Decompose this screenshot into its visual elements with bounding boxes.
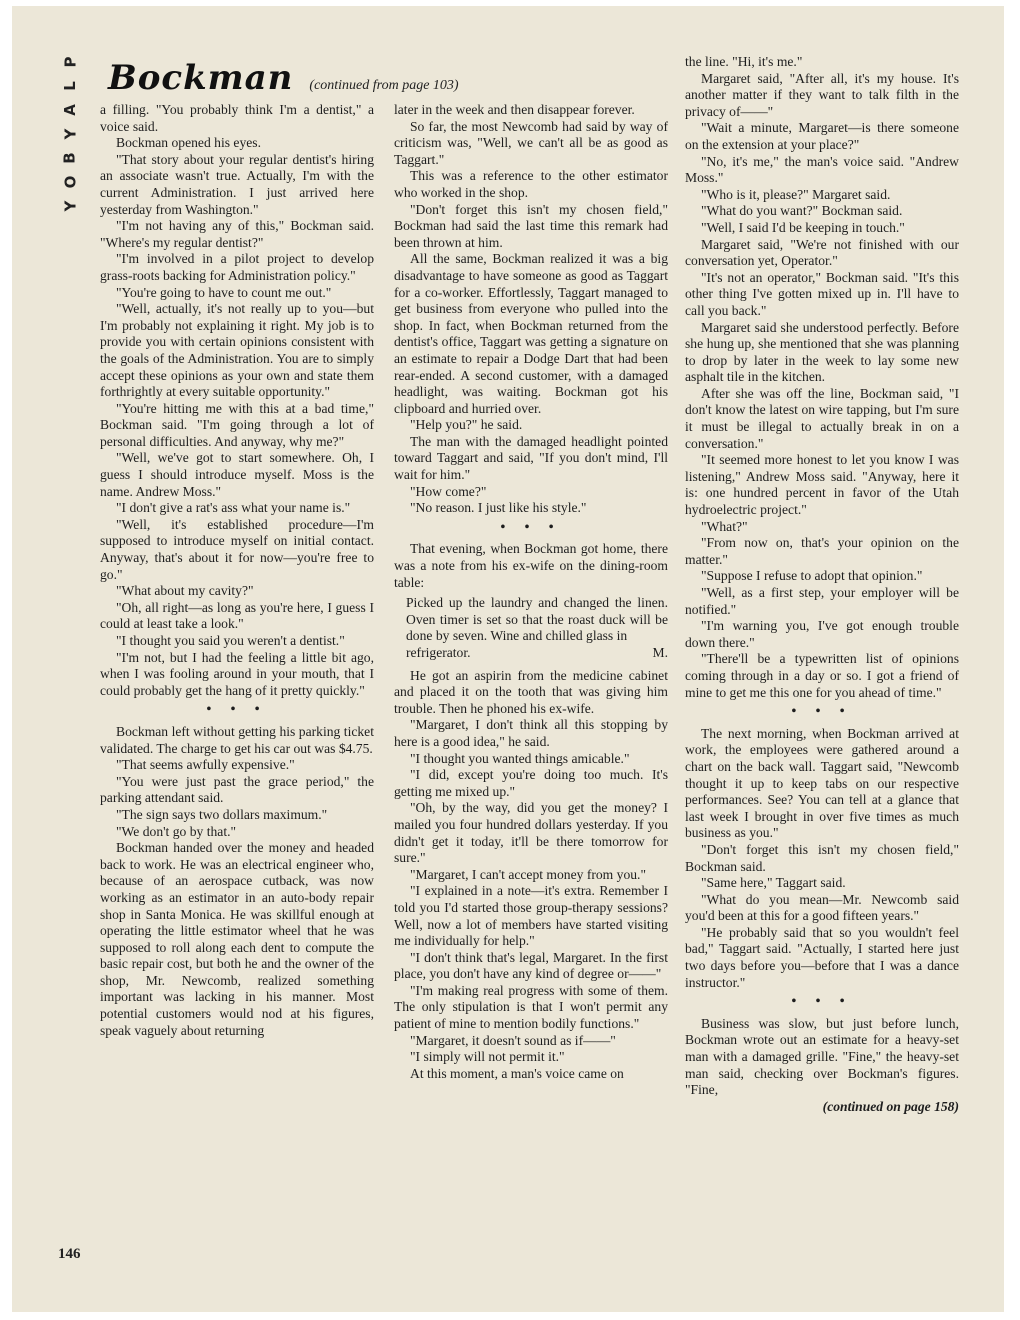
note-text: Picked up the laundry and changed the linen. Oven timer is set so that the roast duck will be done by seven. Wine and chilled glass in (406, 595, 668, 644)
note-signature: M. (652, 645, 668, 660)
paragraph: Bockman handed over the money and headed back to work. He was an electrical engineer who, because of an aerospace cutback, was now working as an estimator in an auto-body repair shop in Santa Monica. He was skillful enough at operating the little estimator wheel that he was supposed to roll along each dent to compute the basic repair cost, but both he and the owner of the shop, Mr. Newcomb, realized something important was lacking in his manner. Most potential customers would nod at his figures, speak vaguely about returning (100, 840, 374, 1038)
magazine-letter: Y (61, 128, 79, 140)
paragraph: "No, it's me," the man's voice said. "Andrew Moss." (685, 153, 959, 186)
paragraph: The next morning, when Bockman arrived at work, the employees were gathered around a chart on the back wall. Taggart said, "Newcomb thought it up to keep tabs on our respective performances. See? You can tell at a glance that last week I brought in over five times as much business as you." (685, 725, 959, 841)
paragraph: "How come?" (410, 483, 487, 499)
paragraph: "Margaret, I can't accept money from you." (410, 866, 646, 882)
magazine-letter: Y (61, 200, 79, 212)
paragraph: At this moment, a man's voice came on (410, 1065, 624, 1081)
paragraph: He got an aspirin from the medicine cabinet and placed it on the tooth that was giving him trouble. Then he phoned his ex-wife. (394, 667, 668, 716)
paragraph: "Well, we've got to start somewhere. Oh, I guess I should introduce myself. Moss is the name. Andrew Moss." (100, 450, 374, 499)
paragraph: That evening, when Bockman got home, there was a note from his ex-wife on the dining-room table: (394, 541, 668, 590)
paragraph: "I did, except you're doing too much. It's getting me mixed up." (394, 767, 668, 799)
paragraph: "That story about your regular dentist's hiring an associate wasn't true. Actually, I'm with the current Administration. I just arrived here yesterday from Washington." (100, 151, 374, 217)
paragraph: "Help you?" he said. (410, 417, 523, 433)
paragraph: the line. "Hi, it's me." (685, 54, 803, 69)
paragraph: "I thought you wanted things amicable." (410, 750, 630, 766)
paragraph: After she was off the line, Bockman said, "I don't know the latest on wire tapping, but I'm sure it must be illegal to actually break in on a conversation." (685, 385, 959, 451)
paragraph: "You're hitting me with this at a bad time," Bockman said. "I'm going through a lot of personal difficulties. And anyway, why me?" (100, 400, 374, 449)
paragraph: "The sign says two dollars maximum." (116, 806, 328, 822)
paragraph: Bockman left without getting his parking ticket validated. The charge to get his car out was $4.75. (100, 723, 374, 756)
paragraph: "Well, as a first step, your employer will be notified." (685, 585, 959, 617)
magazine-letter: P (61, 56, 79, 68)
magazine-letter: L (61, 81, 79, 91)
section-break: • • • (791, 703, 853, 719)
page-number: 146 (58, 1246, 81, 1262)
paragraph: Margaret said, "After all, it's my house. It's another matter if they want to talk filth in the privacy of——" (685, 70, 959, 119)
magazine-letter: A (60, 104, 79, 116)
paragraph: All the same, Bockman realized it was a big disadvantage to have someone as good as Taggart for a co-worker. Effortlessly, Taggart managed to get business from everyone who pulled into the shop. In fact, when Bockman returned from the dentist's office, Taggart was getting a signature on an estimate to repair a Dodge Dart that had been rear-ended. A second customer, with a damaged headlight, was waiting. Bockman got his clipboard and hurried over. (394, 251, 668, 416)
paragraph: So far, the most Newcomb had said by way of criticism was, "Well, we can't all be as good as Taggart." (394, 118, 668, 167)
paragraph: This was a reference to the other estimator who worked in the shop. (394, 168, 668, 200)
paragraph: "No reason. I just like his style." (410, 500, 587, 516)
section-break: • • • (206, 701, 268, 717)
paragraph: "What about my cavity?" (116, 583, 254, 599)
paragraph: Bockman opened his eyes. (116, 135, 261, 151)
paragraph: "I'm not, but I had the feeling a little bit ago, when I was fooling around in your mouth, that I could probably get the hang of it pretty quickly." (100, 649, 374, 698)
paragraph: "That seems awfully expensive." (116, 757, 295, 773)
paragraph: "What?" (701, 518, 748, 534)
paragraph: "You were just past the grace period," the parking attendant said. (100, 773, 374, 806)
paragraph: "I'm making real progress with some of them. The only stipulation is that I won't permit any patient of mine to mention bodily functions." (394, 982, 668, 1032)
paragraph: "You're going to have to count me out." (116, 284, 332, 300)
paragraph: "I'm involved in a pilot project to develop grass-roots backing for Administration policy." (100, 251, 374, 283)
paragraph: "Oh, all right—as long as you're here, I guess I could at least take a look." (100, 599, 374, 632)
paragraph: "I don't think that's legal, Margaret. In the first place, you don't have any kind of degree or——" (394, 949, 668, 982)
paragraph: "Don't forget this isn't my chosen field," Bockman said. (685, 841, 959, 874)
paragraph: Margaret said, "We're not finished with our conversation yet, Operator." (685, 236, 959, 269)
continued-from-note: (continued from page 103) (309, 78, 459, 93)
paragraph: "From now on, that's your opinion on the matter." (685, 535, 959, 567)
note-last-line: refrigerator. (406, 645, 471, 660)
paragraph: "Margaret, it doesn't sound as if——" (410, 1032, 616, 1048)
paragraph: "Well, it's established procedure—I'm supposed to introduce myself on initial contact. Anyway, that's about it for now—you're free to go." (100, 516, 374, 582)
paragraph: "Well, actually, it's not really up to you—but I'm probably not explaining it right. My job is to provide you with certain opinions consistent with the goals of the Administration. You are to simply accept these opinions as your own and state them forthrightly at every suitable opportunity." (100, 301, 374, 400)
text-column-3 (685, 54, 959, 1115)
paragraph: "Margaret, I don't think all this stopping by here is a good idea," he said. (394, 717, 668, 749)
paragraph: "I explained in a note—it's extra. Remember I told you I'd started those group-therapy sessions? Well, now a lot of members have started visiting me individually for help." (394, 883, 668, 949)
section-break: • • • (791, 993, 853, 1009)
paragraph: "Don't forget this isn't my chosen field," Bockman had said the last time this remark had been thrown at him. (394, 201, 668, 250)
paragraph: "It seemed more honest to let you know I was listening," Andrew Moss said. "Anyway, here it is: one hundred percent in favor of the Utah hydroelectric project." (685, 452, 959, 518)
paragraph: "We don't go by that." (116, 823, 237, 839)
paragraph: "What do you want?" Bockman said. (701, 203, 903, 219)
paragraph: "He probably said that so you wouldn't feel bad," Taggart said. "Actually, I started here just two days before you—before that I was a dance instructor." (685, 924, 959, 990)
paragraph: "I'm warning you, I've got enough trouble down there." (685, 618, 959, 650)
story-headline (108, 58, 459, 98)
magazine-side-title (56, 50, 84, 218)
paragraph: "Same here," Taggart said. (701, 875, 846, 891)
magazine-letter: O (60, 175, 79, 189)
paragraph: later in the week and then disappear forever. (394, 102, 635, 117)
paragraph: "I don't give a rat's ass what your name is." (116, 500, 351, 516)
ex-wife-note (394, 595, 668, 661)
paragraph: "What do you mean—Mr. Newcomb said you'd been at this for a good fifteen years." (685, 891, 959, 924)
continued-on-note: (continued on page 158) (822, 1098, 959, 1114)
text-column-2 (394, 102, 668, 1082)
paragraph: "Who is it, please?" Margaret said. (701, 186, 891, 202)
paragraph: Business was slow, but just before lunch, Bockman wrote out an estimate for a heavy-set man with a damaged grille. "Fine," the heavy-set man said, checking over Bockman's figures. "Fine, (685, 1015, 959, 1098)
paragraph: "It's not an operator," Bockman said. "It's this other thing I've gotten mixed up in. I'll have to call you back." (685, 269, 959, 318)
paragraph: "I simply will not permit it." (410, 1049, 565, 1065)
paragraph: a filling. "You probably think I'm a dentist," a voice said. (100, 102, 374, 134)
magazine-page (12, 6, 1004, 1312)
paragraph: "Suppose I refuse to adopt that opinion." (701, 568, 923, 584)
paragraph: "I thought you said you weren't a dentist." (116, 633, 345, 648)
text-column-1 (100, 102, 374, 1039)
story-title: Bockman (108, 58, 294, 98)
paragraph: Margaret said she understood perfectly. Before she hung up, she mentioned that she was planning to drop by later in the week to lay some new asphalt tile in the kitchen. (685, 319, 959, 385)
paragraph: "There'll be a typewritten list of opinions coming through in a day or so. I got a friend of mine to get me this one for you ahead of time." (685, 651, 959, 700)
paragraph: "Oh, by the way, did you get the money? I mailed you four hundred dollars yesterday. If you didn't get it today, it'll be there tomorrow for sure." (394, 800, 668, 866)
paragraph: The man with the damaged headlight pointed toward Taggart and said, "If you don't mind, I'll wait for him." (394, 433, 668, 483)
paragraph: "Well, I said I'd be keeping in touch." (701, 219, 905, 235)
magazine-letter: B (61, 152, 79, 164)
paragraph: "Wait a minute, Margaret—is there someone on the extension at your place?" (685, 120, 959, 152)
paragraph: "I'm not having any of this," Bockman said. "Where's my regular dentist?" (100, 218, 374, 250)
section-break: • • • (500, 518, 562, 534)
